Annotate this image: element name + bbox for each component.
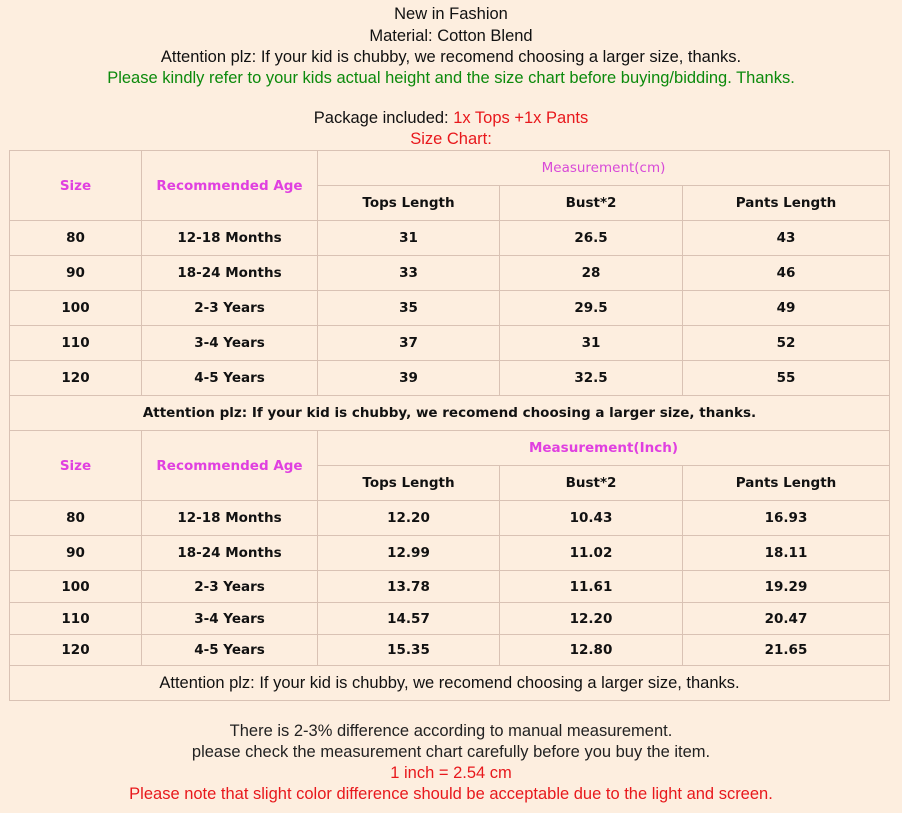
chubby-note: Attention plz: If your kid is chubby, we recomend choosing a larger size, thanks. (10, 396, 890, 431)
cell-pants: 20.47 (683, 603, 890, 635)
header-pants-length: Pants Length (683, 186, 890, 221)
header-bust: Bust*2 (500, 466, 683, 501)
table-row (10, 501, 890, 536)
header-tops-length: Tops Length (318, 466, 500, 501)
header-size: Size (10, 151, 142, 221)
cell-bust: 11.02 (500, 536, 683, 571)
package-line (0, 108, 902, 129)
cell-pants: 43 (683, 221, 890, 256)
chubby-note: Attention plz: If your kid is chubby, we recomend choosing a larger size, thanks. (10, 666, 890, 701)
difference-note: There is 2-3% difference according to manual measurement. (229, 722, 673, 740)
cell-tops: 15.35 (318, 635, 500, 666)
cell-bust: 12.80 (500, 635, 683, 666)
size-chart-label: Size Chart: (410, 130, 492, 148)
cell-bust: 11.61 (500, 571, 683, 603)
cell-bust: 28 (500, 256, 683, 291)
cell-tops: 14.57 (318, 603, 500, 635)
cell-size: 80 (10, 221, 142, 256)
cell-bust: 26.5 (500, 221, 683, 256)
header-size: Size (10, 431, 142, 501)
cell-pants: 46 (683, 256, 890, 291)
header-bust: Bust*2 (500, 186, 683, 221)
header-recommended-age: Recommended Age (142, 151, 318, 221)
cell-age: 3-4 Years (142, 603, 318, 635)
cell-size: 90 (10, 256, 142, 291)
cell-age: 4-5 Years (142, 635, 318, 666)
cell-age: 3-4 Years (142, 326, 318, 361)
color-difference-note: Please note that slight color difference should be acceptable due to the light and screen. (129, 785, 773, 803)
package-value: 1x Tops +1x Pants (453, 109, 589, 127)
title-line: New in Fashion (394, 5, 508, 23)
cell-tops: 37 (318, 326, 500, 361)
cell-pants: 21.65 (683, 635, 890, 666)
cell-age: 4-5 Years (142, 361, 318, 396)
cell-size: 110 (10, 326, 142, 361)
cell-age: 18-24 Months (142, 536, 318, 571)
table-row (10, 326, 890, 361)
cell-size: 110 (10, 603, 142, 635)
check-chart-note: please check the measurement chart carefully before you buy the item. (191, 743, 711, 761)
cell-tops: 33 (318, 256, 500, 291)
table-header-row (10, 151, 890, 186)
header-measurement-cm: Measurement(cm) (318, 151, 890, 186)
cell-tops: 12.99 (318, 536, 500, 571)
cell-tops: 12.20 (318, 501, 500, 536)
table-header-row (10, 431, 890, 466)
inch-conversion-note: 1 inch = 2.54 cm (390, 764, 512, 782)
cell-age: 2-3 Years (142, 291, 318, 326)
cell-size: 100 (10, 571, 142, 603)
cell-pants: 18.11 (683, 536, 890, 571)
cell-bust: 10.43 (500, 501, 683, 536)
cell-bust: 29.5 (500, 291, 683, 326)
cell-size: 120 (10, 635, 142, 666)
table-row (10, 536, 890, 571)
cell-size: 100 (10, 291, 142, 326)
cell-size: 120 (10, 361, 142, 396)
refer-height-line: Please kindly refer to your kids actual height and the size chart before buying/bidding. Thanks. (107, 69, 795, 87)
cell-bust: 32.5 (500, 361, 683, 396)
package-label: Package included: (313, 109, 454, 127)
cell-size: 90 (10, 536, 142, 571)
cell-age: 12-18 Months (142, 221, 318, 256)
table-row (10, 221, 890, 256)
cell-bust: 31 (500, 326, 683, 361)
cell-pants: 19.29 (683, 571, 890, 603)
size-chart-inch-table (9, 430, 890, 701)
cell-pants: 55 (683, 361, 890, 396)
header-pants-length: Pants Length (683, 466, 890, 501)
header-recommended-age: Recommended Age (142, 431, 318, 501)
cell-tops: 13.78 (318, 571, 500, 603)
cell-pants: 16.93 (683, 501, 890, 536)
cell-age: 12-18 Months (142, 501, 318, 536)
table-row (10, 635, 890, 666)
cell-age: 18-24 Months (142, 256, 318, 291)
table-row (10, 603, 890, 635)
size-chart-cm-table (9, 150, 890, 431)
table-row (10, 291, 890, 326)
table-row (10, 571, 890, 603)
table-note-row (10, 396, 890, 431)
cell-age: 2-3 Years (142, 571, 318, 603)
cell-size: 80 (10, 501, 142, 536)
attention-line: Attention plz: If your kid is chubby, we recomend choosing a larger size, thanks. (160, 48, 742, 66)
header-tops-length: Tops Length (318, 186, 500, 221)
cell-tops: 31 (318, 221, 500, 256)
table-note-row (10, 666, 890, 701)
cell-pants: 52 (683, 326, 890, 361)
header-measurement-inch: Measurement(Inch) (318, 431, 890, 466)
cell-tops: 35 (318, 291, 500, 326)
cell-tops: 39 (318, 361, 500, 396)
table-row (10, 256, 890, 291)
table-row (10, 361, 890, 396)
cell-pants: 49 (683, 291, 890, 326)
cell-bust: 12.20 (500, 603, 683, 635)
material-line: Material: Cotton Blend (369, 27, 533, 45)
